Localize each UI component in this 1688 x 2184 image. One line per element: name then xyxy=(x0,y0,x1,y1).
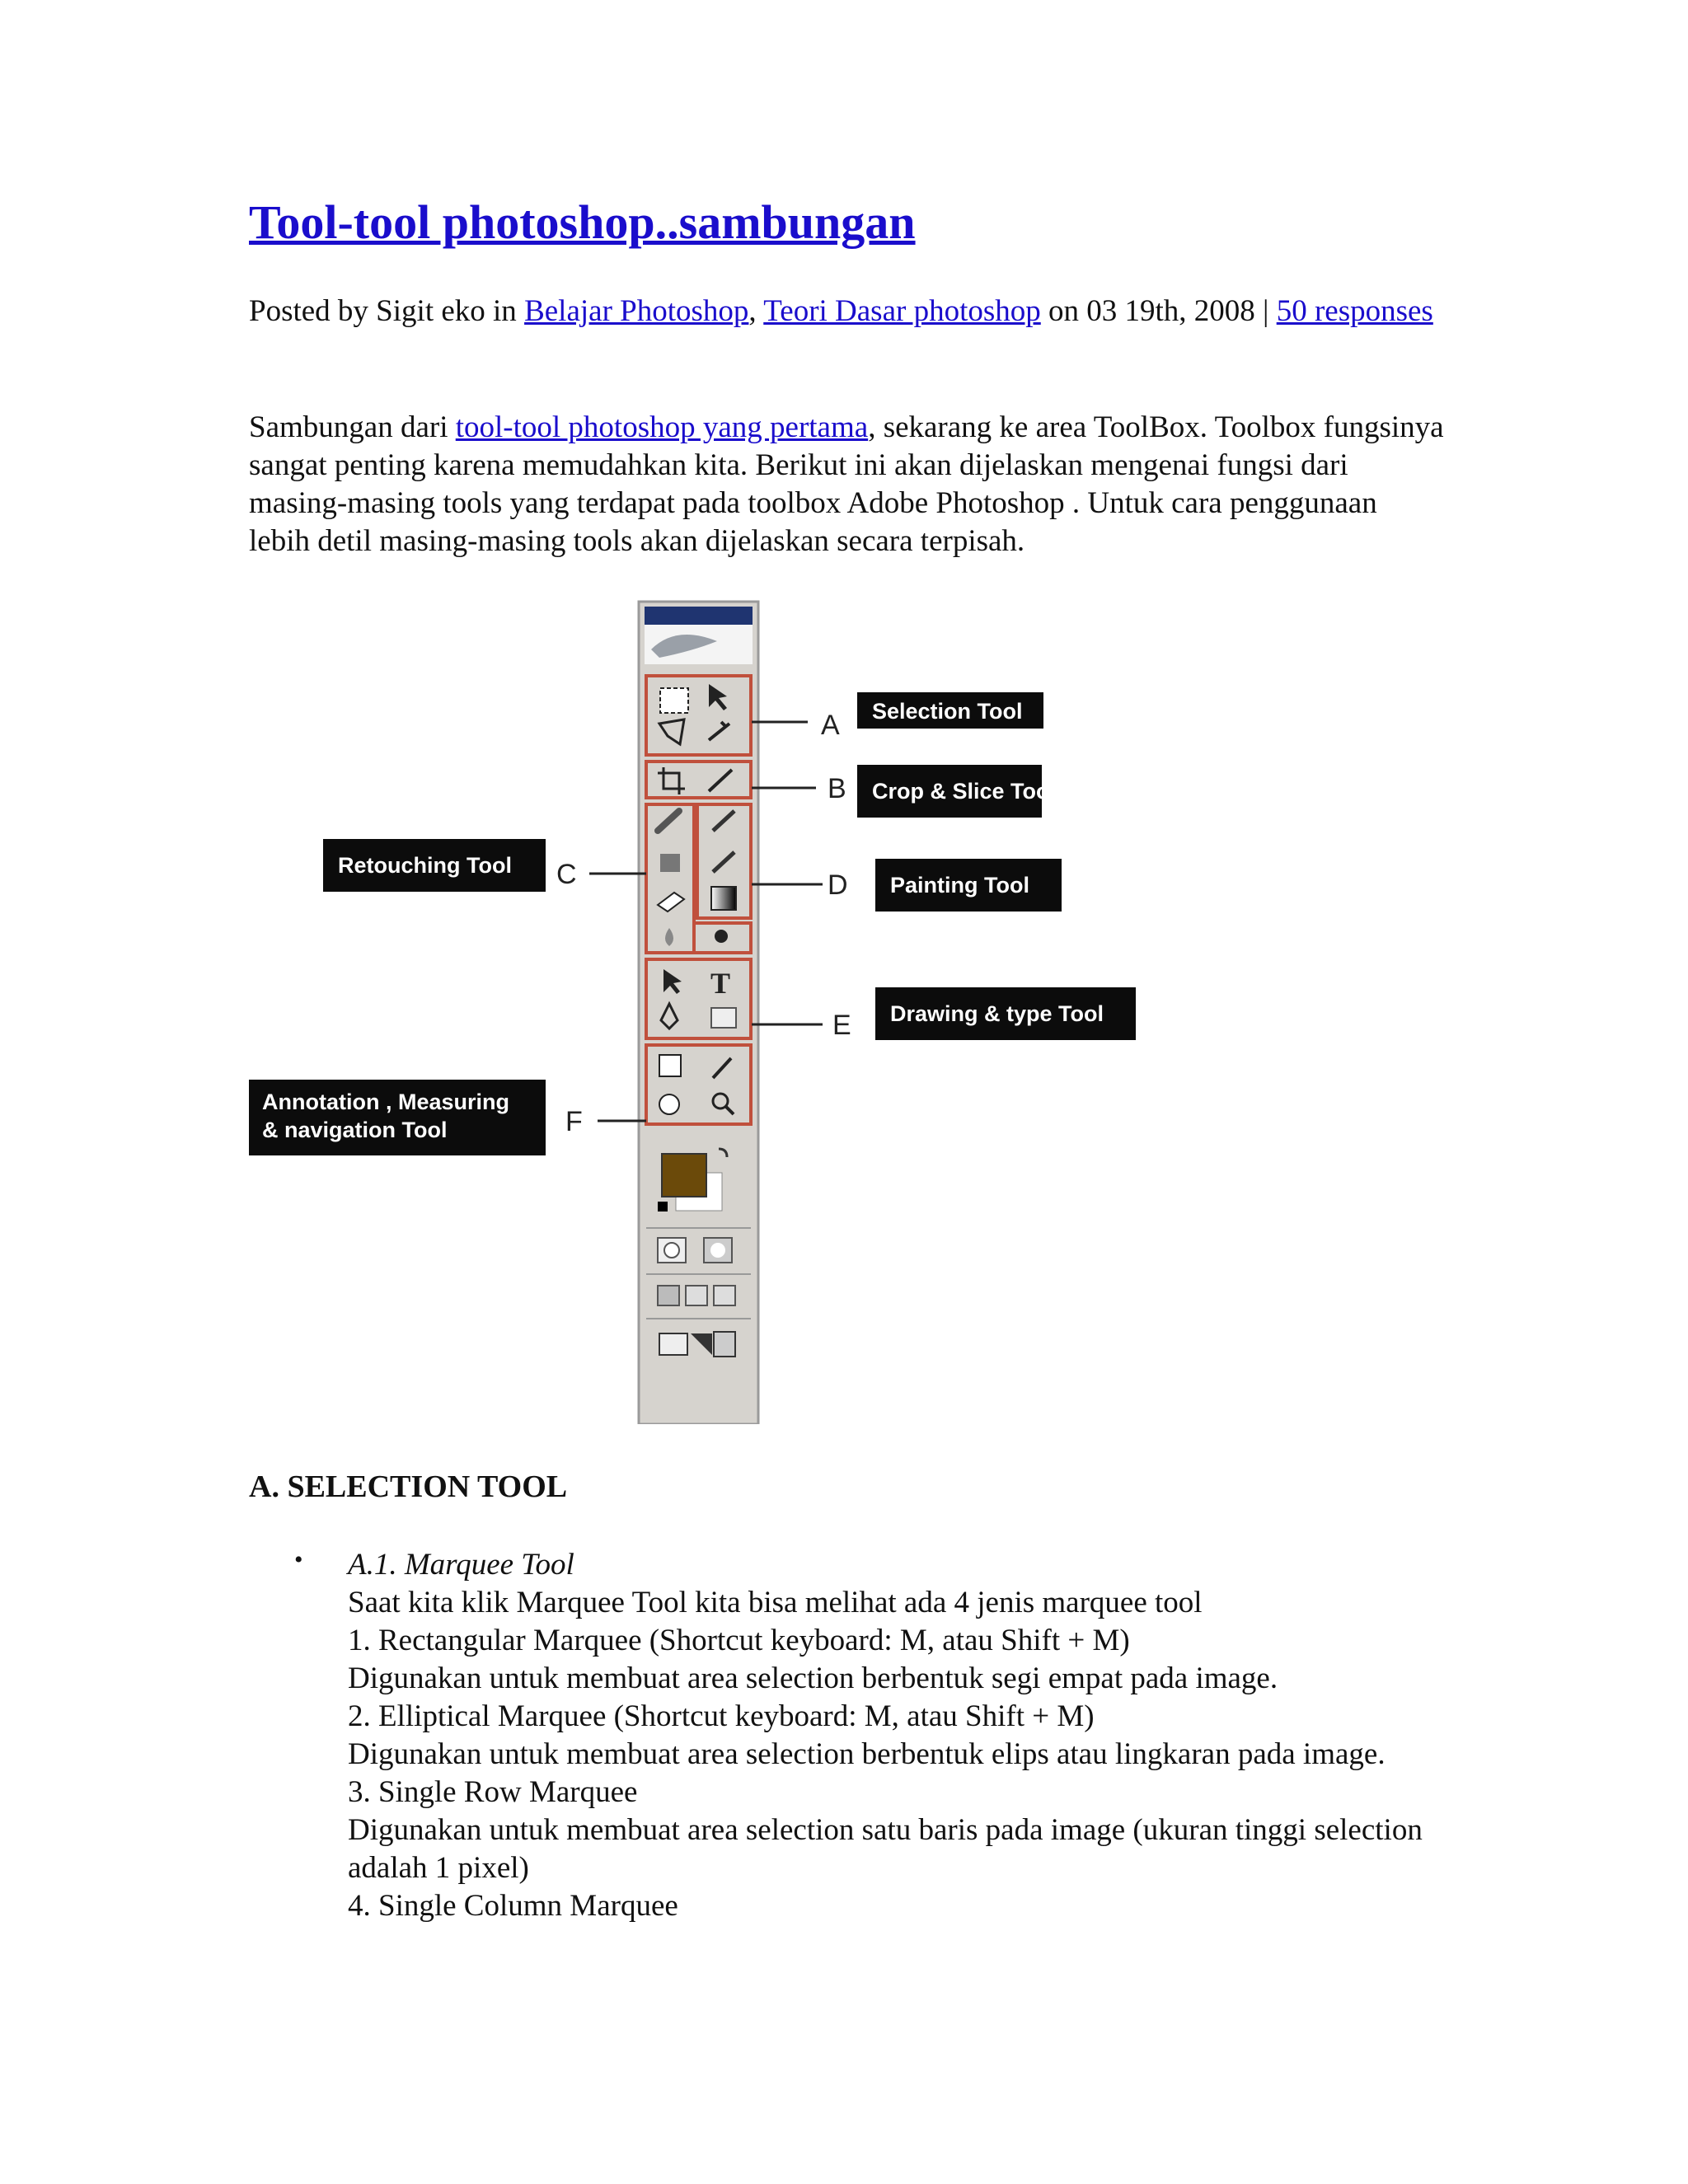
label-a-text: Selection Tool xyxy=(872,699,1023,724)
list-line: Digunakan untuk membuat area selection berbentuk segi empat pada image. xyxy=(348,1661,1278,1695)
type-icon: T xyxy=(710,967,731,1000)
shape-icon xyxy=(711,1008,736,1028)
category-link-teori[interactable]: Teori Dasar photoshop xyxy=(763,294,1041,328)
list-line: 1. Rectangular Marquee (Shortcut keyboard: M, atau Shift + M) xyxy=(348,1624,1130,1657)
label-b-letter: B xyxy=(828,773,846,804)
intro-link[interactable]: tool-tool photoshop yang pertama xyxy=(455,410,869,444)
label-f-text-line2: & navigation Tool xyxy=(262,1118,448,1142)
intro-paragraph xyxy=(249,409,1444,560)
label-f-letter: F xyxy=(565,1106,583,1137)
screen-mode-2-icon xyxy=(686,1286,707,1305)
meta-comma: , xyxy=(748,294,764,328)
list-line: 4. Single Column Marquee xyxy=(348,1889,678,1923)
intro-start: Sambungan dari xyxy=(249,410,456,444)
meta-posted-by: Posted by Sigit eko in xyxy=(249,294,525,328)
toolbox-titlebar xyxy=(645,607,753,625)
default-colors-icon xyxy=(658,1202,668,1212)
post-title xyxy=(249,196,916,249)
list-line: Digunakan untuk membuat area selection satu baris pada image (ukuran tinggi selection adalah 1 pixel) xyxy=(348,1813,1431,1885)
category-link-belajar[interactable]: Belajar Photoshop xyxy=(524,294,749,328)
toolbox-figure xyxy=(247,600,1146,1424)
post-title-link[interactable]: Tool-tool photoshop..sambungan xyxy=(249,195,916,249)
screen-mode-1-icon xyxy=(658,1286,679,1305)
stamp-icon xyxy=(660,854,680,872)
intro-rest: , sekarang ke area ToolBox. Toolbox fungsinya sangat penting karena memudahkan kita. Berikut ini akan dijelaskan mengenai fungsi dari masing-masing tools yang terdapat pada toolbox Adobe Photoshop . Untuk cara penggunaan lebih detil masing-masing tools akan dijelaskan secara terpisah. xyxy=(249,410,1444,558)
label-a-letter: A xyxy=(821,710,840,741)
label-c-letter: C xyxy=(556,859,577,890)
gradient-icon xyxy=(711,887,736,910)
list-line: Digunakan untuk membuat area selection berbentuk elips atau lingkaran pada image. xyxy=(348,1737,1386,1771)
post-meta xyxy=(249,293,1444,330)
label-e-letter: E xyxy=(832,1010,851,1041)
meta-date: on 03 19th, 2008 | xyxy=(1040,294,1277,328)
list-line: 3. Single Row Marquee xyxy=(348,1775,638,1809)
screen-mode-3-icon xyxy=(714,1286,735,1305)
hand-icon xyxy=(659,1094,679,1114)
dodge-icon xyxy=(715,930,728,943)
jump-to-imageready-icon xyxy=(659,1333,687,1355)
section-heading: A. SELECTION TOOL xyxy=(249,1469,568,1504)
notes-icon xyxy=(659,1055,681,1076)
bullet: • xyxy=(294,1546,303,1573)
label-d-letter: D xyxy=(828,869,848,901)
label-e-text: Drawing & type Tool xyxy=(890,1001,1104,1026)
label-f-text-line1: Annotation , Measuring xyxy=(262,1090,509,1114)
toolbox-illustration xyxy=(247,600,1146,1424)
marquee-list-item xyxy=(348,1546,1444,1925)
marquee-icon xyxy=(660,688,688,713)
label-b-text: Crop & Slice Tool xyxy=(872,779,1057,804)
responses-link[interactable]: 50 responses xyxy=(1276,294,1433,328)
list-line: 2. Elliptical Marquee (Shortcut keyboard: M, atau Shift + M) xyxy=(348,1699,1095,1733)
label-d-text: Painting Tool xyxy=(890,873,1029,898)
foreground-color-swatch xyxy=(662,1154,706,1197)
label-c-text: Retouching Tool xyxy=(338,853,512,878)
marquee-subheading: A.1. Marquee Tool xyxy=(348,1548,574,1582)
list-line: Saat kita klik Marquee Tool kita bisa melihat ada 4 jenis marquee tool xyxy=(348,1586,1203,1619)
